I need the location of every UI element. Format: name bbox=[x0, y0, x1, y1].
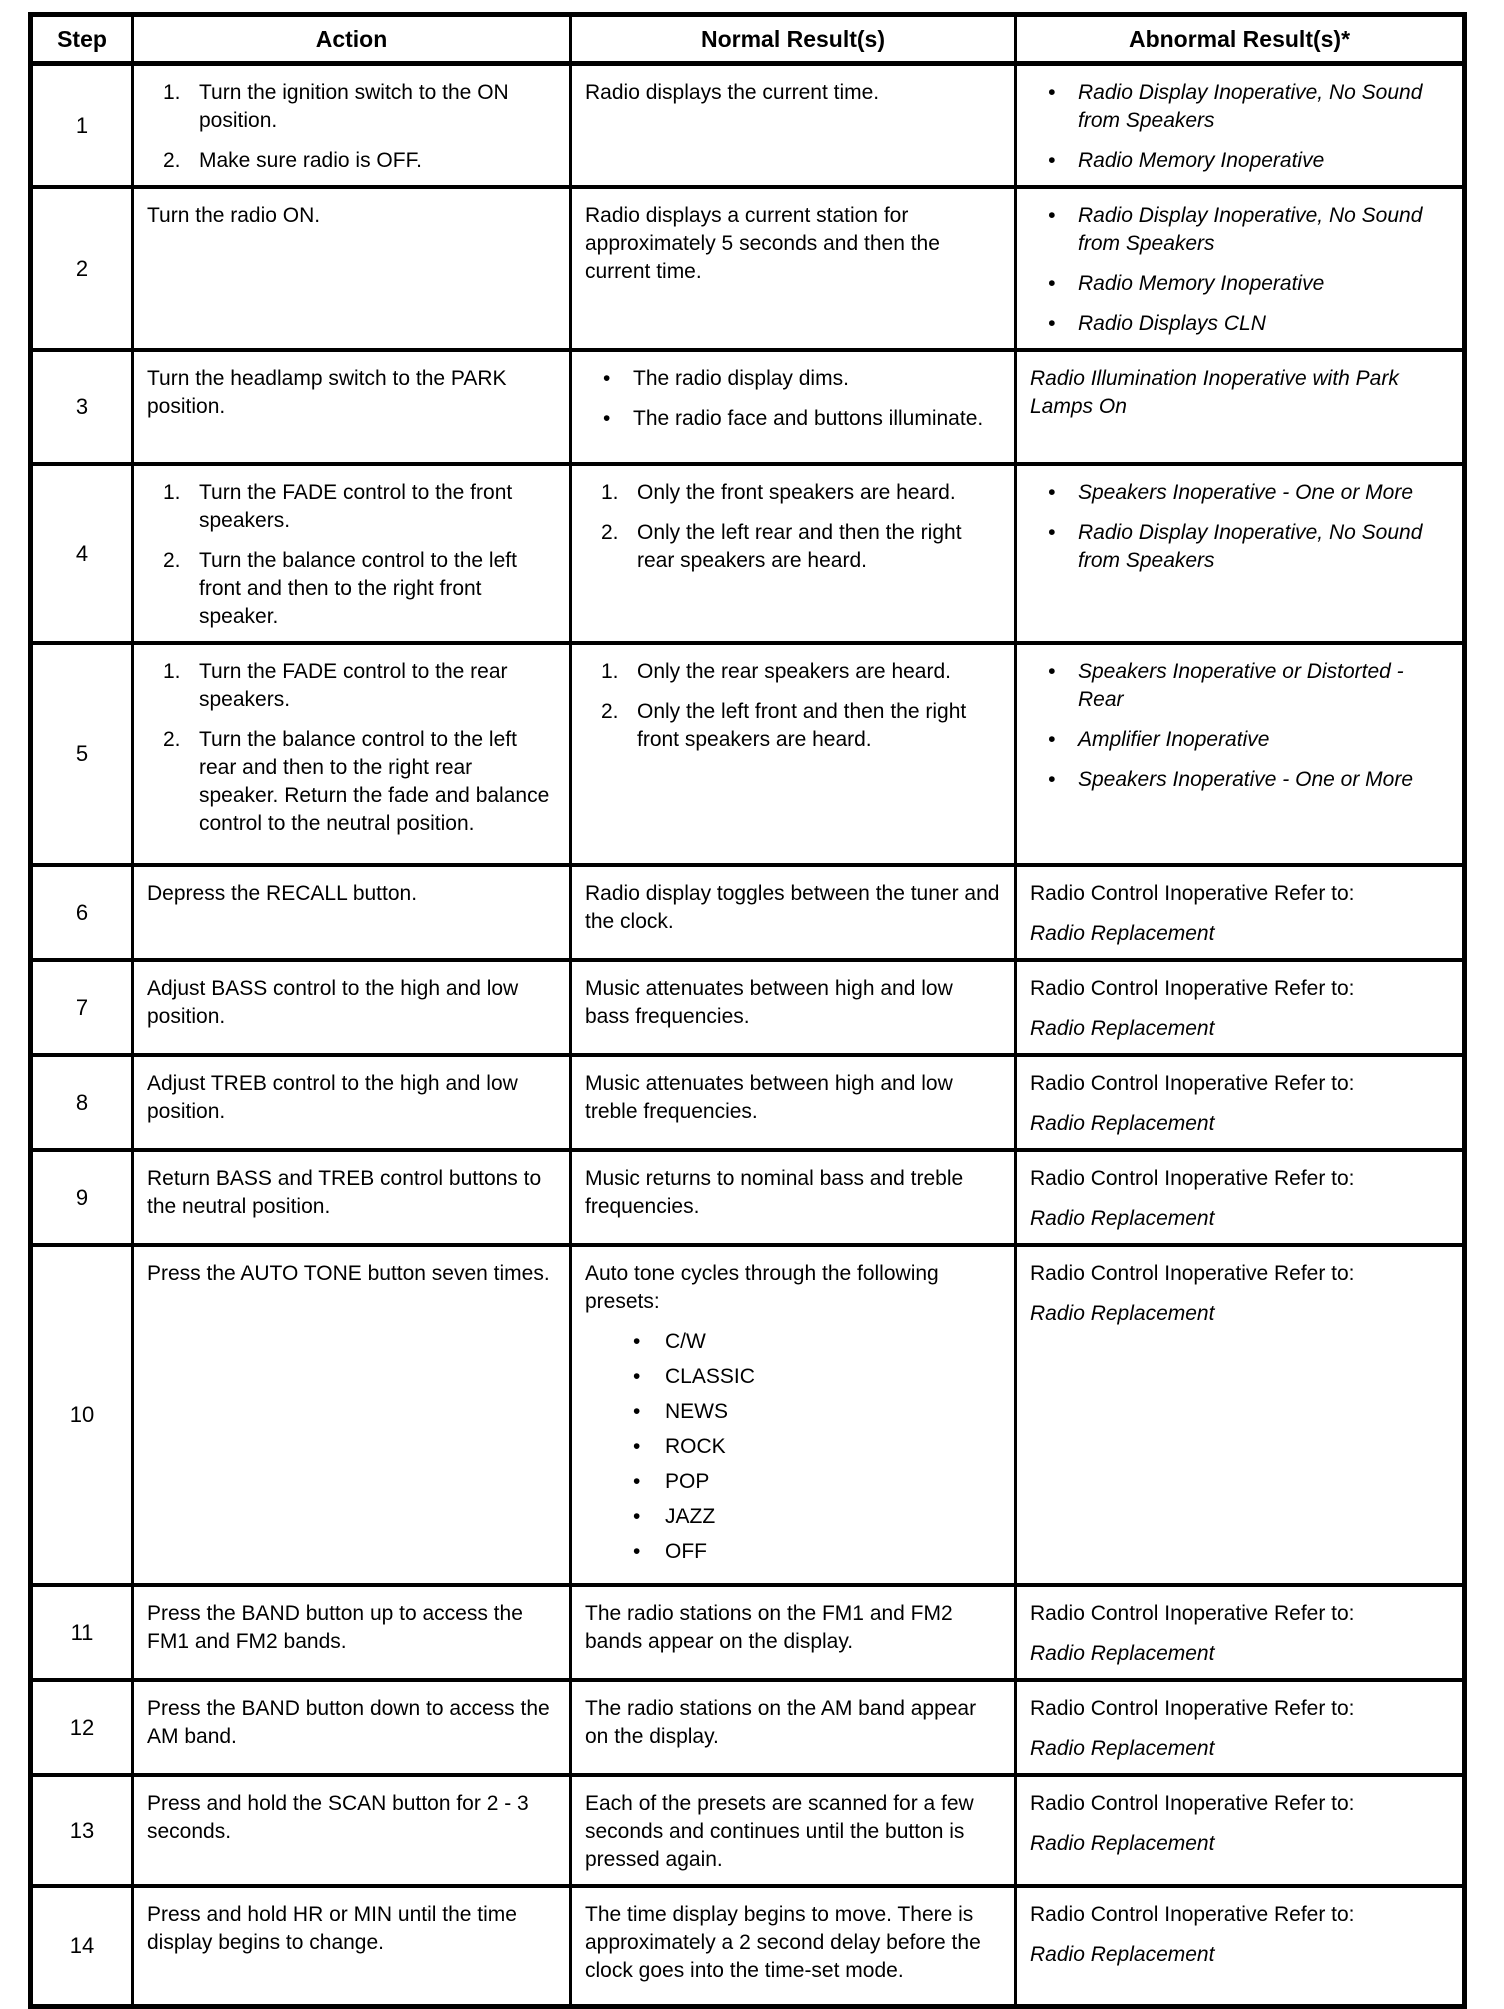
bullet-item bbox=[1030, 310, 1450, 338]
item-text: JAZZ bbox=[665, 1505, 716, 1528]
bullet-marker: • bbox=[1048, 768, 1056, 791]
item-text: Turn the FADE control to the front speakers. bbox=[199, 481, 513, 532]
numbered-item bbox=[147, 79, 557, 135]
abnormal-cell bbox=[1016, 1775, 1465, 1886]
paragraph: Radio Control Inoperative Refer to: bbox=[1030, 1792, 1355, 1815]
item-text: Only the left front and then the right front speakers are heard. bbox=[637, 700, 967, 751]
numbered-item bbox=[585, 519, 1002, 575]
paragraph: Radio displays the current time. bbox=[585, 81, 880, 104]
paragraph: Music attenuates between high and low bass frequencies. bbox=[585, 977, 953, 1028]
numbered-item bbox=[147, 547, 557, 631]
bullet-marker: • bbox=[1048, 521, 1056, 544]
abnormal-cell bbox=[1016, 64, 1465, 188]
table-row bbox=[31, 1585, 1465, 1680]
abnormal-cell bbox=[1016, 1055, 1465, 1150]
table-row bbox=[31, 64, 1465, 188]
numbered-item bbox=[147, 726, 557, 838]
item-text: Only the rear speakers are heard. bbox=[637, 660, 951, 683]
paragraph: Turn the radio ON. bbox=[147, 204, 321, 227]
table-row bbox=[31, 1150, 1465, 1245]
column-header-action: Action bbox=[133, 15, 571, 64]
paragraph: Radio Control Inoperative Refer to: bbox=[1030, 977, 1355, 1000]
paragraph: Radio Control Inoperative Refer to: bbox=[1030, 1167, 1355, 1190]
step-number: 8 bbox=[31, 1055, 133, 1150]
abnormal-cell bbox=[1016, 1150, 1465, 1245]
bullet-item bbox=[585, 365, 1002, 393]
bullet-marker: • bbox=[1048, 728, 1056, 751]
table-row bbox=[31, 1680, 1465, 1775]
action-cell bbox=[133, 1055, 571, 1150]
table-header bbox=[31, 15, 1465, 64]
paragraph: Each of the presets are scanned for a few seconds and continues until the button is pressed again. bbox=[585, 1792, 974, 1871]
abnormal-cell bbox=[1016, 350, 1465, 464]
bullet-marker: • bbox=[1048, 312, 1056, 335]
table-row bbox=[31, 960, 1465, 1055]
bullet-marker: • bbox=[603, 407, 611, 430]
item-text: The radio display dims. bbox=[633, 367, 849, 390]
step-number: 6 bbox=[31, 865, 133, 960]
table-row bbox=[31, 1245, 1465, 1585]
normal-cell bbox=[571, 464, 1016, 643]
numbered-item bbox=[585, 479, 1002, 507]
paragraph: Press the BAND button up to access the FM1 and FM2 bands. bbox=[147, 1602, 523, 1653]
column-header-step: Step bbox=[31, 15, 133, 64]
normal-cell bbox=[571, 187, 1016, 350]
bullet-marker: • bbox=[633, 1540, 641, 1563]
abnormal-cell bbox=[1016, 1680, 1465, 1775]
paragraph: Radio Replacement bbox=[1030, 1642, 1215, 1665]
bullet-item bbox=[1030, 202, 1450, 258]
item-text: Speakers Inoperative - One or More bbox=[1078, 768, 1413, 791]
paragraph: Radio Replacement bbox=[1030, 922, 1215, 945]
bullet-marker: • bbox=[603, 367, 611, 390]
item-text: Speakers Inoperative or Distorted - Rear bbox=[1078, 660, 1404, 711]
action-cell bbox=[133, 350, 571, 464]
normal-cell bbox=[571, 1680, 1016, 1775]
bullet-marker: • bbox=[1048, 272, 1056, 295]
bullet-item bbox=[1030, 766, 1450, 794]
bullet-marker: • bbox=[1048, 481, 1056, 504]
item-text: Radio Display Inoperative, No Sound from Speakers bbox=[1078, 521, 1423, 572]
step-number: 10 bbox=[31, 1245, 133, 1585]
table-row bbox=[31, 643, 1465, 865]
bullet-marker: • bbox=[633, 1435, 641, 1458]
abnormal-cell bbox=[1016, 865, 1465, 960]
item-text: The radio face and buttons illuminate. bbox=[633, 407, 984, 430]
bullet-item bbox=[1030, 147, 1450, 175]
item-text: Radio Memory Inoperative bbox=[1078, 272, 1325, 295]
paragraph: Press the AUTO TONE button seven times. bbox=[147, 1262, 550, 1285]
action-cell bbox=[133, 187, 571, 350]
bullet-item bbox=[585, 405, 1002, 433]
paragraph: Radio Replacement bbox=[1030, 1737, 1215, 1760]
paragraph: Auto tone cycles through the following presets: bbox=[585, 1262, 939, 1313]
numbered-item bbox=[585, 698, 1002, 754]
item-number: 1. bbox=[163, 81, 181, 104]
table-row bbox=[31, 350, 1465, 464]
column-header-abnormal: Abnormal Result(s)* bbox=[1016, 15, 1465, 64]
bullet-marker: • bbox=[1048, 660, 1056, 683]
bullet-item bbox=[585, 1433, 1002, 1461]
item-number: 1. bbox=[601, 660, 619, 683]
radio-diagnostic-table bbox=[28, 12, 1467, 2009]
paragraph: Radio Replacement bbox=[1030, 1832, 1215, 1855]
bullet-item bbox=[1030, 479, 1450, 507]
item-number: 2. bbox=[163, 149, 181, 172]
header-row bbox=[31, 15, 1465, 64]
paragraph: Radio display toggles between the tuner and the clock. bbox=[585, 882, 1000, 933]
item-text: Amplifier Inoperative bbox=[1078, 728, 1270, 751]
step-number: 3 bbox=[31, 350, 133, 464]
action-cell bbox=[133, 643, 571, 865]
table-row bbox=[31, 865, 1465, 960]
normal-cell bbox=[571, 350, 1016, 464]
step-number: 2 bbox=[31, 187, 133, 350]
bullet-marker: • bbox=[633, 1470, 641, 1493]
bullet-marker: • bbox=[633, 1505, 641, 1528]
step-number: 13 bbox=[31, 1775, 133, 1886]
item-number: 2. bbox=[163, 549, 181, 572]
item-number: 1. bbox=[163, 481, 181, 504]
item-text: C/W bbox=[665, 1330, 706, 1353]
abnormal-cell bbox=[1016, 960, 1465, 1055]
action-cell bbox=[133, 1886, 571, 2006]
action-cell bbox=[133, 64, 571, 188]
paragraph: Radio Control Inoperative Refer to: bbox=[1030, 882, 1355, 905]
step-number: 14 bbox=[31, 1886, 133, 2006]
item-text: Turn the ignition switch to the ON position. bbox=[199, 81, 509, 132]
paragraph: Radio displays a current station for approximately 5 seconds and then the current time. bbox=[585, 204, 940, 283]
paragraph: Radio Illumination Inoperative with Park Lamps On bbox=[1030, 367, 1399, 418]
item-number: 1. bbox=[601, 481, 619, 504]
table-row bbox=[31, 187, 1465, 350]
item-text: NEWS bbox=[665, 1400, 728, 1423]
step-number: 12 bbox=[31, 1680, 133, 1775]
normal-cell bbox=[571, 1055, 1016, 1150]
item-text: Turn the balance control to the left rear and then to the right rear speaker. Return the fade and balance control to the neutral position. bbox=[199, 728, 550, 835]
item-number: 1. bbox=[163, 660, 181, 683]
paragraph: Music returns to nominal bass and treble frequencies. bbox=[585, 1167, 964, 1218]
normal-cell bbox=[571, 643, 1016, 865]
item-number: 2. bbox=[601, 700, 619, 723]
paragraph: Radio Control Inoperative Refer to: bbox=[1030, 1262, 1355, 1285]
column-header-normal: Normal Result(s) bbox=[571, 15, 1016, 64]
numbered-item bbox=[147, 658, 557, 714]
item-text: OFF bbox=[665, 1540, 707, 1563]
paragraph: Depress the RECALL button. bbox=[147, 882, 418, 905]
item-text: Radio Memory Inoperative bbox=[1078, 149, 1325, 172]
item-text: Radio Displays CLN bbox=[1078, 312, 1266, 335]
action-cell bbox=[133, 1680, 571, 1775]
abnormal-cell bbox=[1016, 1585, 1465, 1680]
step-number: 9 bbox=[31, 1150, 133, 1245]
item-text: Only the left rear and then the right rear speakers are heard. bbox=[637, 521, 962, 572]
paragraph: Turn the headlamp switch to the PARK position. bbox=[147, 367, 507, 418]
paragraph: Adjust TREB control to the high and low position. bbox=[147, 1072, 518, 1123]
bullet-item bbox=[585, 1503, 1002, 1531]
bullet-marker: • bbox=[1048, 149, 1056, 172]
paragraph: Press the BAND button down to access the AM band. bbox=[147, 1697, 550, 1748]
normal-cell bbox=[571, 1585, 1016, 1680]
abnormal-cell bbox=[1016, 1886, 1465, 2006]
action-cell bbox=[133, 464, 571, 643]
bullet-marker: • bbox=[633, 1365, 641, 1388]
bullet-item bbox=[1030, 79, 1450, 135]
bullet-item bbox=[1030, 726, 1450, 754]
bullet-item bbox=[585, 1398, 1002, 1426]
table-row bbox=[31, 1055, 1465, 1150]
bullet-item bbox=[585, 1468, 1002, 1496]
paragraph: Music attenuates between high and low treble frequencies. bbox=[585, 1072, 953, 1123]
step-number: 7 bbox=[31, 960, 133, 1055]
numbered-item bbox=[147, 479, 557, 535]
paragraph: Adjust BASS control to the high and low position. bbox=[147, 977, 519, 1028]
item-text: Radio Display Inoperative, No Sound from Speakers bbox=[1078, 81, 1423, 132]
numbered-item bbox=[585, 658, 1002, 686]
paragraph: The radio stations on the FM1 and FM2 bands appear on the display. bbox=[585, 1602, 953, 1653]
bullet-item bbox=[1030, 519, 1450, 575]
abnormal-cell bbox=[1016, 1245, 1465, 1585]
step-number: 1 bbox=[31, 64, 133, 188]
item-text: Only the front speakers are heard. bbox=[637, 481, 956, 504]
item-text: Speakers Inoperative - One or More bbox=[1078, 481, 1413, 504]
paragraph: Radio Control Inoperative Refer to: bbox=[1030, 1697, 1355, 1720]
table-row bbox=[31, 1775, 1465, 1886]
normal-cell bbox=[571, 1150, 1016, 1245]
paragraph: Radio Control Inoperative Refer to: bbox=[1030, 1602, 1355, 1625]
item-text: CLASSIC bbox=[665, 1365, 755, 1388]
bullet-item bbox=[1030, 658, 1450, 714]
paragraph: Return BASS and TREB control buttons to the neutral position. bbox=[147, 1167, 542, 1218]
normal-cell bbox=[571, 1886, 1016, 2006]
item-text: Radio Display Inoperative, No Sound from Speakers bbox=[1078, 204, 1423, 255]
abnormal-cell bbox=[1016, 187, 1465, 350]
bullet-item bbox=[585, 1538, 1002, 1566]
action-cell bbox=[133, 865, 571, 960]
paragraph: Radio Control Inoperative Refer to: bbox=[1030, 1072, 1355, 1095]
paragraph: Press and hold the SCAN button for 2 - 3 seconds. bbox=[147, 1792, 529, 1843]
paragraph: Radio Replacement bbox=[1030, 1302, 1215, 1325]
paragraph: Press and hold HR or MIN until the time display begins to change. bbox=[147, 1903, 517, 1954]
table-body bbox=[31, 64, 1465, 2007]
item-text: Make sure radio is OFF. bbox=[199, 149, 422, 172]
step-number: 5 bbox=[31, 643, 133, 865]
normal-cell bbox=[571, 64, 1016, 188]
abnormal-cell bbox=[1016, 643, 1465, 865]
bullet-marker: • bbox=[1048, 81, 1056, 104]
normal-cell bbox=[571, 1245, 1016, 1585]
item-text: Turn the balance control to the left front and then to the right front speaker. bbox=[199, 549, 517, 628]
normal-cell bbox=[571, 960, 1016, 1055]
bullet-item bbox=[585, 1363, 1002, 1391]
item-number: 2. bbox=[601, 521, 619, 544]
action-cell bbox=[133, 1585, 571, 1680]
bullet-marker: • bbox=[633, 1330, 641, 1353]
bullet-item bbox=[1030, 270, 1450, 298]
bullet-marker: • bbox=[1048, 204, 1056, 227]
step-number: 11 bbox=[31, 1585, 133, 1680]
action-cell bbox=[133, 960, 571, 1055]
normal-cell bbox=[571, 1775, 1016, 1886]
step-number: 4 bbox=[31, 464, 133, 643]
paragraph: Radio Replacement bbox=[1030, 1943, 1215, 1966]
bullet-marker: • bbox=[633, 1400, 641, 1423]
item-number: 2. bbox=[163, 728, 181, 751]
paragraph: Radio Replacement bbox=[1030, 1017, 1215, 1040]
item-text: POP bbox=[665, 1470, 710, 1493]
item-text: Turn the FADE control to the rear speakers. bbox=[199, 660, 508, 711]
action-cell bbox=[133, 1245, 571, 1585]
normal-cell bbox=[571, 865, 1016, 960]
paragraph: Radio Replacement bbox=[1030, 1207, 1215, 1230]
action-cell bbox=[133, 1775, 571, 1886]
paragraph: The time display begins to move. There is approximately a 2 second delay before the clock goes into the time-set mode. bbox=[585, 1903, 981, 1982]
abnormal-cell bbox=[1016, 464, 1465, 643]
action-cell bbox=[133, 1150, 571, 1245]
table-row bbox=[31, 464, 1465, 643]
numbered-item bbox=[147, 147, 557, 175]
bullet-item bbox=[585, 1328, 1002, 1356]
table-row bbox=[31, 1886, 1465, 2006]
paragraph: The radio stations on the AM band appear on the display. bbox=[585, 1697, 977, 1748]
paragraph: Radio Replacement bbox=[1030, 1112, 1215, 1135]
item-text: ROCK bbox=[665, 1435, 726, 1458]
paragraph: Radio Control Inoperative Refer to: bbox=[1030, 1903, 1355, 1926]
